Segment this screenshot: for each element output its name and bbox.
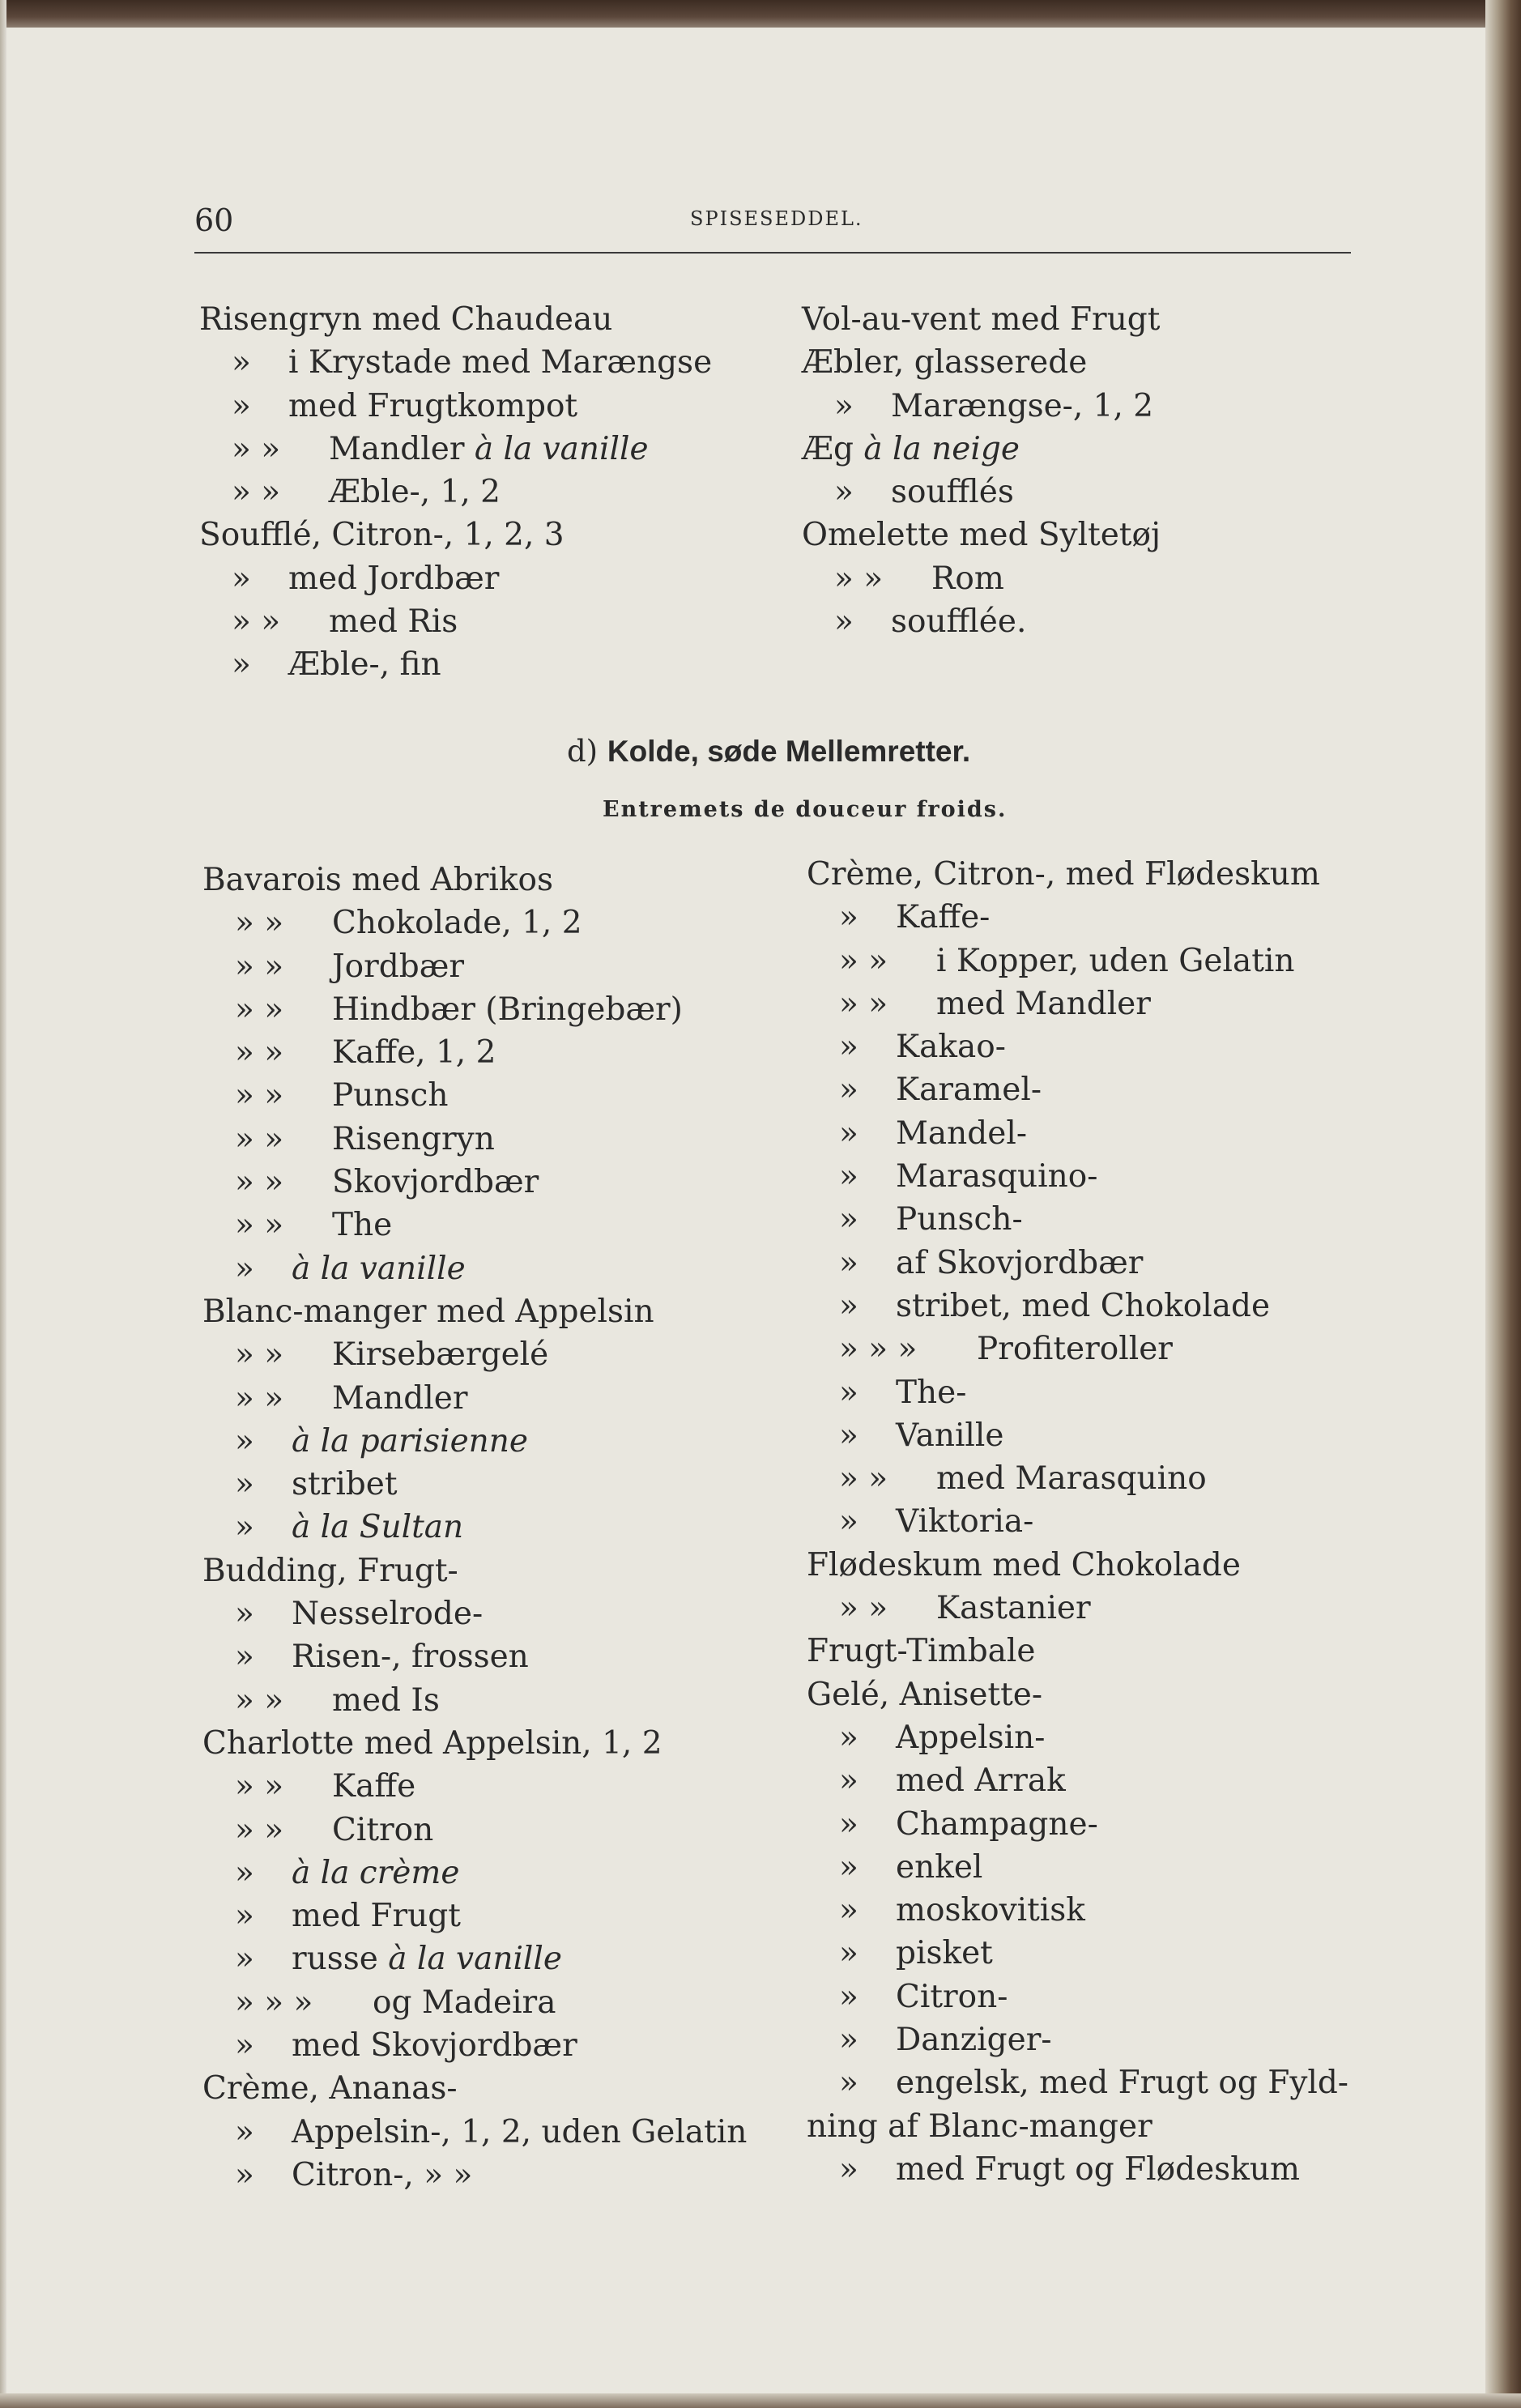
ditto-marks: » — [834, 474, 854, 511]
menu-entry — [202, 1463, 794, 1506]
menu-entry — [199, 557, 782, 600]
menu-entry-text: ning af Blanc-manger — [807, 2108, 1152, 2145]
menu-entry-text: Nesselrode- — [292, 1596, 484, 1633]
ditto-marks: » — [839, 2150, 858, 2188]
menu-entry — [202, 1247, 794, 1290]
menu-entry-text: Danziger- — [896, 2022, 1052, 2059]
menu-entry-text: Profiteroller — [977, 1331, 1173, 1368]
menu-entry-text: russe à la vanille — [292, 1941, 562, 1978]
menu-entry — [807, 1889, 1365, 1932]
menu-entry-text: Vanille — [896, 1417, 1004, 1454]
menu-entry-text: Frugt-Timbale — [807, 1633, 1036, 1670]
menu-entry — [202, 1074, 794, 1117]
menu-entry-text: med Ris — [329, 603, 458, 641]
menu-entry-text: med Is — [332, 1681, 440, 1719]
menu-entry-text: Hindbær (Bringebær) — [332, 991, 683, 1028]
ditto-marks: » » — [232, 430, 281, 467]
ditto-marks: » — [839, 1417, 858, 1454]
ditto-marks: » — [839, 1374, 858, 1411]
menu-entry — [202, 1765, 794, 1808]
menu-entry-text: med Frugtkompot — [288, 387, 578, 424]
menu-entry — [807, 1975, 1365, 2018]
ditto-marks: » — [839, 1762, 858, 1800]
ditto-marks: » » — [235, 1120, 284, 1157]
menu-entry — [807, 1112, 1365, 1155]
menu-entry-text: Æble-, fin — [288, 646, 441, 684]
menu-entry — [202, 1118, 794, 1161]
menu-entry — [807, 1155, 1365, 1198]
ditto-marks: » » — [839, 1460, 888, 1498]
menu-entry — [802, 471, 1353, 514]
menu-entry — [202, 1679, 794, 1722]
menu-entry-text: Risengryn — [332, 1120, 495, 1157]
menu-entry-text: moskovitisk — [896, 1892, 1085, 1929]
ditto-marks: » — [839, 1072, 858, 1109]
menu-entry-text: Risengryn med Chaudeau — [199, 301, 613, 338]
page-left-edge — [0, 0, 6, 2408]
section-subtitle: Entremets de douceur froids. — [603, 797, 1008, 822]
ditto-marks: » » — [232, 474, 281, 511]
menu-entry — [807, 2018, 1365, 2061]
menu-entry-text: Flødeskum med Chokolade — [807, 1546, 1241, 1583]
menu-entry-text: Skovjordbær — [332, 1164, 539, 1201]
ditto-marks: » » — [235, 948, 284, 985]
ditto-marks: » — [839, 1158, 858, 1195]
section-label: d) — [567, 734, 599, 769]
menu-entry-text: Citron- — [896, 1978, 1008, 2015]
menu-entry — [199, 643, 782, 686]
menu-entry — [202, 1809, 794, 1852]
ditto-marks: » — [235, 1898, 254, 1935]
ditto-marks: » — [235, 1941, 254, 1978]
menu-entry-text: à la vanille — [292, 1250, 466, 1287]
ditto-marks: » » — [839, 1590, 888, 1627]
menu-entry — [202, 945, 794, 988]
cold-sweets-left-column — [202, 859, 794, 2197]
menu-entry-text: Rom — [931, 560, 1004, 597]
menu-entry — [202, 2024, 794, 2067]
ditto-marks: » — [235, 1596, 254, 1633]
menu-entry — [202, 1031, 794, 1074]
ditto-marks: » — [235, 1509, 254, 1546]
ditto-marks: » — [839, 1503, 858, 1541]
menu-entry-text: Kirsebærgelé — [332, 1336, 549, 1374]
ditto-marks: » — [839, 2065, 858, 2102]
menu-entry-text: Risen-, frossen — [292, 1639, 529, 1676]
menu-entry-text: Punsch — [332, 1077, 449, 1114]
menu-entry — [202, 1377, 794, 1420]
menu-entry — [202, 1333, 794, 1376]
menu-entry-text: Mandler à la vanille — [329, 430, 649, 467]
menu-entry-text: Mandler — [332, 1379, 468, 1417]
menu-entry — [199, 428, 782, 471]
menu-entry-text: Marasquino- — [896, 1158, 1098, 1195]
menu-entry-text: stribet — [292, 1466, 398, 1503]
menu-entry — [807, 940, 1365, 982]
menu-entry — [202, 1937, 794, 1980]
cold-sweets-right-column — [807, 853, 1365, 2191]
menu-entry — [807, 1846, 1365, 1889]
menu-entry — [807, 1803, 1365, 1846]
ditto-marks: » » — [235, 1336, 284, 1374]
menu-entry — [807, 1285, 1365, 1328]
ditto-marks: » » — [834, 560, 884, 597]
ditto-marks: » — [839, 1848, 858, 1886]
menu-entry-text: Kaffe- — [896, 899, 991, 936]
menu-entry-text: Æble-, 1, 2 — [329, 474, 501, 511]
ditto-marks: » » — [235, 1811, 284, 1848]
menu-entry — [199, 600, 782, 643]
menu-entry — [807, 1198, 1365, 1241]
ditto-marks: » — [232, 344, 251, 381]
menu-entry — [807, 1500, 1365, 1543]
menu-entry-text: Omelette med Syltetøj — [802, 517, 1161, 554]
menu-entry — [202, 1420, 794, 1463]
menu-entry-text: Crème, Ananas- — [202, 2070, 458, 2108]
menu-entry — [202, 2111, 794, 2154]
menu-entry — [802, 557, 1353, 600]
menu-entry-text: med Frugt og Flødeskum — [896, 2150, 1300, 2188]
menu-entry-text: Æbler, glasserede — [802, 344, 1088, 381]
menu-entry — [199, 385, 782, 428]
menu-entry-text: i Krystade med Marængse — [288, 344, 713, 381]
section-heading: Kolde, søde Mellemretter. — [607, 735, 971, 768]
ditto-marks: » — [834, 603, 854, 641]
ditto-marks: » — [839, 1892, 858, 1929]
menu-entry-text: med Skovjordbær — [292, 2027, 577, 2065]
ditto-marks: » » — [235, 905, 284, 942]
menu-entry — [802, 341, 1353, 384]
ditto-marks: » — [839, 1029, 858, 1066]
section-title — [567, 734, 970, 769]
ditto-marks: » — [839, 2022, 858, 2059]
menu-entry-text: Kaffe — [332, 1768, 416, 1805]
menu-entry-text: Mandel- — [896, 1114, 1027, 1152]
menu-entry — [807, 896, 1365, 939]
ditto-marks: » » — [235, 1681, 284, 1719]
menu-entry — [202, 1722, 794, 1765]
ditto-marks: » » — [235, 1034, 284, 1072]
menu-entry — [807, 1025, 1365, 1068]
menu-entry-text: Chokolade, 1, 2 — [332, 905, 582, 942]
menu-entry — [202, 2154, 794, 2197]
ditto-marks: » » » — [235, 1984, 313, 2021]
menu-entry — [807, 1457, 1365, 1500]
ditto-marks: » — [839, 1201, 858, 1238]
menu-entry-text: stribet, med Chokolade — [896, 1287, 1271, 1324]
menu-entry — [807, 1673, 1365, 1716]
menu-entry-text: Marængse-, 1, 2 — [891, 387, 1154, 424]
ditto-marks: » — [232, 387, 251, 424]
ditto-marks: » — [235, 1250, 254, 1287]
menu-entry-text: Appelsin- — [896, 1719, 1046, 1756]
page-number: 60 — [194, 202, 234, 238]
menu-entry-text: Champagne- — [896, 1805, 1098, 1843]
ditto-marks: » — [235, 1854, 254, 1891]
menu-entry-text: Blanc-manger med Appelsin — [202, 1293, 654, 1330]
ditto-marks: » — [839, 1935, 858, 1972]
menu-entry — [807, 2061, 1365, 2104]
menu-entry — [202, 1204, 794, 1247]
menu-entry-text: à la parisienne — [292, 1422, 528, 1460]
menu-entry — [807, 1630, 1365, 1673]
menu-entry — [202, 859, 794, 901]
ditto-marks: » — [232, 646, 251, 684]
menu-entry-text: soufflés — [891, 474, 1014, 511]
menu-entry-text: Citron — [332, 1811, 434, 1848]
ditto-marks: » — [235, 1639, 254, 1676]
page-header — [0, 0, 1521, 267]
ditto-marks: » » — [232, 603, 281, 641]
ditto-marks: » — [839, 1114, 858, 1152]
menu-entry — [807, 1716, 1365, 1759]
menu-entry — [202, 1852, 794, 1894]
ditto-marks: » » — [235, 991, 284, 1028]
menu-entry — [202, 901, 794, 944]
menu-entry-text: Karamel- — [896, 1072, 1042, 1109]
menu-entry-text: Viktoria- — [896, 1503, 1034, 1541]
menu-entry — [202, 1981, 794, 2024]
ditto-marks: » » — [235, 1077, 284, 1114]
ditto-marks: » » — [235, 1379, 284, 1417]
ditto-marks: » — [839, 1978, 858, 2015]
menu-entry — [807, 1328, 1365, 1370]
menu-entry — [807, 1371, 1365, 1414]
ditto-marks: » » — [235, 1768, 284, 1805]
menu-entry — [202, 1894, 794, 1937]
menu-entry-text: Jordbær — [332, 948, 464, 985]
menu-entry — [802, 385, 1353, 428]
ditto-marks: » — [839, 1287, 858, 1324]
menu-entry — [807, 853, 1365, 896]
menu-entry — [807, 1932, 1365, 1975]
menu-entry — [807, 1544, 1365, 1587]
menu-entry — [199, 298, 782, 341]
menu-entry-text: soufflée. — [891, 603, 1027, 641]
menu-entry-text: à la Sultan — [292, 1509, 464, 1546]
ditto-marks: » » — [235, 1207, 284, 1244]
menu-entry — [202, 1290, 794, 1333]
menu-entry-text: pisket — [896, 1935, 993, 1972]
menu-entry-text: Gelé, Anisette- — [807, 1676, 1043, 1713]
menu-entry — [202, 1592, 794, 1635]
ditto-marks: » — [839, 1244, 858, 1281]
menu-entry-text: Kastanier — [936, 1590, 1091, 1627]
page-bottom-edge — [0, 2393, 1521, 2408]
menu-entry-text: af Skovjordbær — [896, 1244, 1144, 1281]
menu-entry — [202, 1506, 794, 1549]
menu-entry — [807, 1068, 1365, 1111]
menu-entry — [802, 514, 1353, 556]
menu-entry — [199, 341, 782, 384]
ditto-marks: » » — [839, 985, 888, 1022]
menu-entry-text: The- — [896, 1374, 967, 1411]
menu-entry-text: enkel — [896, 1848, 983, 1886]
menu-entry-text: The — [332, 1207, 393, 1244]
menu-entry-text: engelsk, med Frugt og Fyld- — [896, 2065, 1348, 2102]
menu-entry-text: Punsch- — [896, 1201, 1023, 1238]
menu-entry — [202, 988, 794, 1031]
menu-entry — [202, 2067, 794, 2110]
ditto-marks: » — [839, 899, 858, 936]
menu-entry — [807, 1759, 1365, 1802]
warm-dishes-right-column — [802, 298, 1353, 643]
ditto-marks: » — [235, 2113, 254, 2150]
menu-entry-text: Crème, Citron-, med Flødeskum — [807, 856, 1320, 893]
running-title: SPISESEDDEL. — [690, 207, 863, 230]
menu-entry-text: og Madeira — [373, 1984, 556, 2021]
book-spine-edge — [1485, 0, 1521, 2408]
menu-entry-text: Kakao- — [896, 1029, 1006, 1066]
menu-entry — [199, 514, 782, 556]
menu-entry-text: à la crème — [292, 1854, 460, 1891]
menu-entry-text: Charlotte med Appelsin, 1, 2 — [202, 1724, 663, 1762]
menu-entry-text: Vol-au-vent med Frugt — [802, 301, 1161, 338]
ditto-marks: » » » — [839, 1331, 918, 1368]
menu-entry-text: Soufflé, Citron-, 1, 2, 3 — [199, 517, 565, 554]
menu-entry-text: Kaffe, 1, 2 — [332, 1034, 496, 1072]
menu-entry-text: Budding, Frugt- — [202, 1552, 458, 1589]
menu-entry — [807, 982, 1365, 1025]
menu-entry — [807, 1242, 1365, 1285]
menu-entry-text: Citron-, » » — [292, 2156, 473, 2193]
menu-entry-text: Æg à la neige — [802, 430, 1020, 467]
ditto-marks: » — [839, 1719, 858, 1756]
menu-entry-text: i Kopper, uden Gelatin — [936, 942, 1295, 979]
menu-entry — [802, 428, 1353, 471]
ditto-marks: » — [235, 2156, 254, 2193]
ditto-marks: » — [235, 1466, 254, 1503]
menu-entry — [199, 471, 782, 514]
menu-entry — [807, 1414, 1365, 1457]
menu-entry — [807, 1587, 1365, 1630]
warm-dishes-left-column — [199, 298, 782, 687]
menu-entry-text: med Marasquino — [936, 1460, 1207, 1498]
menu-entry-text: med Frugt — [292, 1898, 461, 1935]
ditto-marks: » — [235, 2027, 254, 2065]
ditto-marks: » — [232, 560, 251, 597]
menu-entry-text: med Jordbær — [288, 560, 500, 597]
menu-entry — [202, 1161, 794, 1204]
menu-entry-text: med Arrak — [896, 1762, 1066, 1800]
menu-entry — [807, 2105, 1365, 2148]
ditto-marks: » — [839, 1805, 858, 1843]
menu-entry — [202, 1635, 794, 1678]
menu-entry — [802, 600, 1353, 643]
menu-entry-text: Bavarois med Abrikos — [202, 862, 553, 898]
ditto-marks: » — [235, 1422, 254, 1460]
menu-entry-text: med Mandler — [936, 985, 1151, 1022]
header-rule — [194, 252, 1351, 254]
menu-entry — [802, 298, 1353, 341]
menu-entry — [202, 1549, 794, 1592]
menu-entry — [807, 2148, 1365, 2191]
ditto-marks: » » — [839, 942, 888, 979]
ditto-marks: » — [834, 387, 854, 424]
ditto-marks: » » — [235, 1164, 284, 1201]
menu-entry-text: Appelsin-, 1, 2, uden Gelatin — [292, 2113, 748, 2150]
